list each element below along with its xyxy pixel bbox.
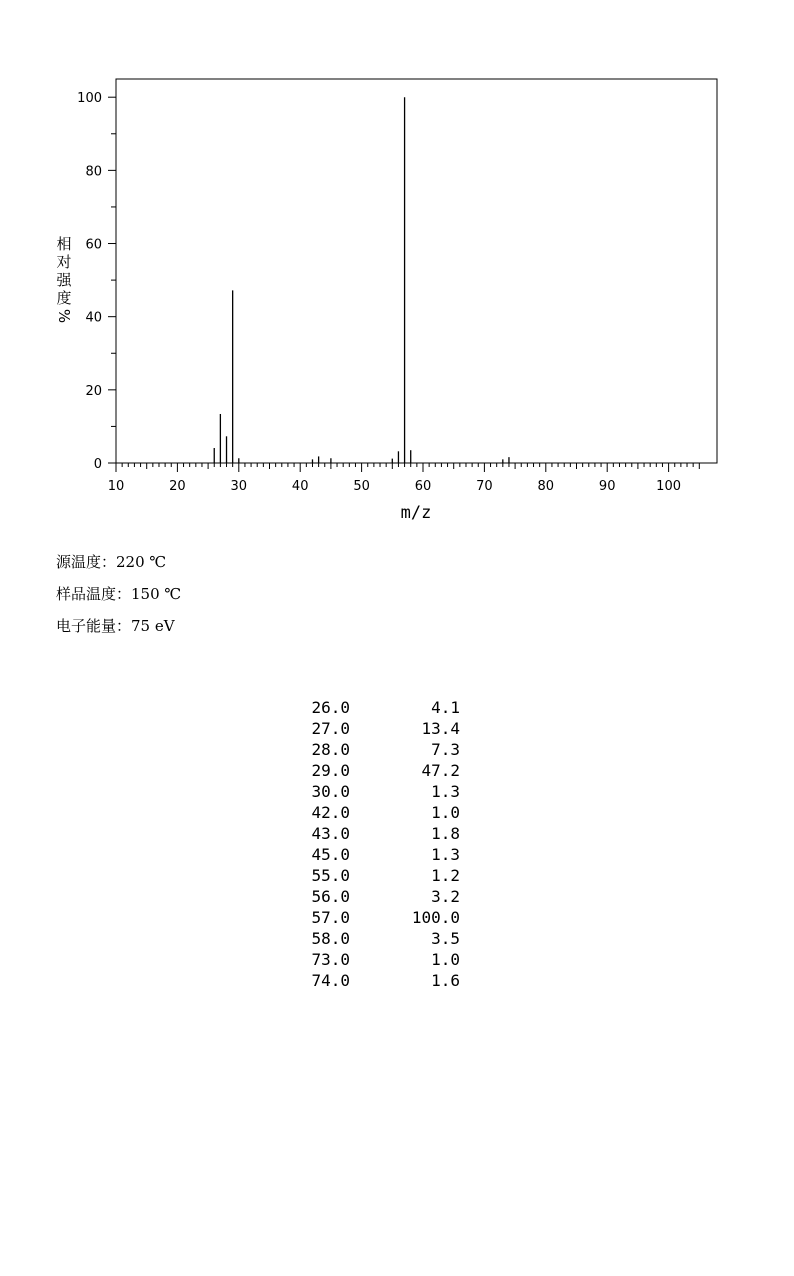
peak-intensity-cell: 100.0 bbox=[411, 908, 460, 927]
electron-energy: 电子能量：75 eV bbox=[56, 617, 175, 635]
y-tick-label: 60 bbox=[85, 237, 102, 253]
peak-intensity-cell: 1.2 bbox=[431, 866, 460, 885]
peak-mz-cell: 42.0 bbox=[311, 803, 350, 822]
table-row bbox=[300, 802, 460, 823]
peak-intensity-cell: 1.3 bbox=[431, 782, 460, 801]
peak-intensity-cell: 3.5 bbox=[431, 929, 460, 948]
peak-intensity-cell: 1.0 bbox=[431, 950, 460, 969]
peak-mz-cell: 45.0 bbox=[311, 845, 350, 864]
table-row bbox=[300, 697, 460, 718]
mass-spectrum-chart bbox=[0, 0, 794, 540]
peak-mz-cell: 57.0 bbox=[311, 908, 350, 927]
table-row bbox=[300, 718, 460, 739]
peak-list-table bbox=[300, 697, 460, 991]
y-axis-label bbox=[55, 235, 73, 323]
source-temperature: 源温度：220 ℃ bbox=[56, 553, 167, 571]
peak-mz-cell: 30.0 bbox=[311, 782, 350, 801]
table-row bbox=[300, 781, 460, 802]
table-row bbox=[300, 970, 460, 991]
x-axis bbox=[108, 463, 700, 494]
table-row bbox=[300, 886, 460, 907]
peak-mz-cell: 29.0 bbox=[311, 761, 350, 780]
peak-intensity-cell: 4.1 bbox=[431, 698, 460, 717]
peak-intensity-cell: 7.3 bbox=[431, 740, 460, 759]
peak-mz-cell: 55.0 bbox=[311, 866, 350, 885]
x-tick-label: 30 bbox=[230, 479, 248, 494]
table-row bbox=[300, 928, 460, 949]
peak-mz-cell: 27.0 bbox=[311, 719, 350, 738]
peak-bars bbox=[214, 97, 509, 463]
x-tick-label: 10 bbox=[107, 479, 125, 494]
peak-mz-cell: 56.0 bbox=[311, 887, 350, 906]
x-tick-label: 40 bbox=[291, 479, 309, 494]
x-tick-label: 60 bbox=[414, 479, 432, 494]
table-row bbox=[300, 907, 460, 928]
x-tick-label: 70 bbox=[476, 479, 493, 494]
peak-intensity-cell: 1.6 bbox=[431, 971, 460, 990]
table-row bbox=[300, 823, 460, 844]
table-row bbox=[300, 844, 460, 865]
y-axis bbox=[77, 91, 116, 472]
x-axis-label: m/z bbox=[400, 503, 432, 523]
peak-intensity-cell: 47.2 bbox=[421, 761, 460, 780]
y-tick-label: 100 bbox=[77, 91, 102, 107]
y-tick-label: 0 bbox=[93, 457, 102, 472]
y-axis-label-char: % bbox=[55, 308, 73, 324]
y-axis-label-char: 强 bbox=[56, 271, 72, 289]
x-tick-label: 80 bbox=[537, 479, 555, 494]
peak-mz-cell: 43.0 bbox=[311, 824, 350, 843]
table-row bbox=[300, 865, 460, 886]
x-tick-label: 90 bbox=[598, 479, 616, 494]
y-axis-label-char: 对 bbox=[56, 253, 72, 271]
plot-frame bbox=[116, 79, 717, 463]
peak-intensity-cell: 3.2 bbox=[431, 887, 460, 906]
y-tick-label: 40 bbox=[85, 310, 102, 326]
peak-intensity-cell: 1.0 bbox=[431, 803, 460, 822]
peak-intensity-cell: 13.4 bbox=[421, 719, 460, 738]
table-row bbox=[300, 760, 460, 781]
peak-intensity-cell: 1.8 bbox=[431, 824, 460, 843]
y-tick-label: 80 bbox=[85, 164, 102, 180]
table-row bbox=[300, 949, 460, 970]
peak-mz-cell: 58.0 bbox=[311, 929, 350, 948]
peak-mz-cell: 28.0 bbox=[311, 740, 350, 759]
table-row bbox=[300, 739, 460, 760]
y-axis-label-char: 度 bbox=[56, 289, 72, 307]
y-tick-label: 20 bbox=[85, 383, 102, 399]
x-tick-label: 100 bbox=[656, 479, 682, 494]
x-tick-label: 50 bbox=[353, 479, 370, 494]
y-axis-label-char: 相 bbox=[56, 235, 72, 253]
peak-intensity-cell: 1.3 bbox=[431, 845, 460, 864]
x-tick-label: 20 bbox=[169, 479, 186, 494]
peak-mz-cell: 73.0 bbox=[311, 950, 350, 969]
peak-mz-cell: 26.0 bbox=[311, 698, 350, 717]
peak-mz-cell: 74.0 bbox=[311, 971, 350, 990]
sample-temperature: 样品温度：150 ℃ bbox=[56, 585, 182, 603]
